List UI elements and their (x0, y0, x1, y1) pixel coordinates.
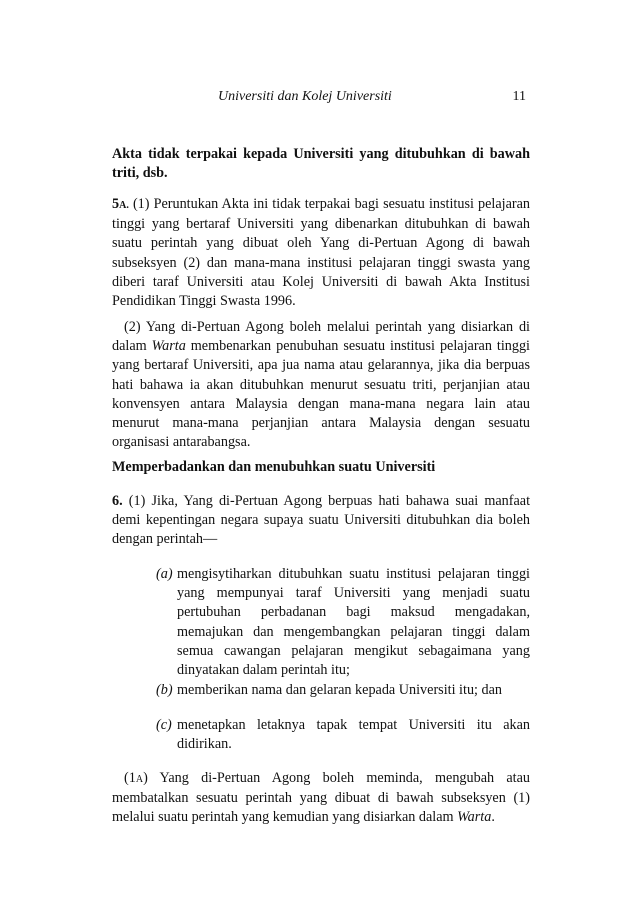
section-6-subsection-1 (112, 492, 530, 550)
section-5a-subsection-1-text: (1) Peruntukan Akta ini tidak terpakai bagi sesuatu institusi pelajaran tinggi yang bertaraf Universiti yang dibenarkan ditubuhkan di bawah suatu perintah yang dibuat oleh Yang di-Pertuan Agong di bawah subseksyen (2) dan mana-mana institusi pelajaran tinggi swasta yang diberi taraf Universiti atau Kolej Universiti di bawah Akta Institusi Pendidikan Tinggi Swasta 1996. (112, 196, 530, 310)
running-title: Universiti dan Kolej Universiti (218, 89, 392, 104)
paragraph-b-label: (b) (156, 682, 173, 698)
page-header (112, 89, 530, 109)
section-6-subsection-1a: (1A) Yang di-Pertuan Agong boleh meminda, mengubah atau membatalkan sesuatu perintah yang dibuat di bawah subseksyen (1) melalui suatu perintah yang kemudian yang disiarkan dalam Warta. (112, 770, 530, 826)
warta-reference: Warta (151, 338, 186, 355)
paragraph-a-text: mengisytiharkan ditubuhkan suatu institusi pelajaran tinggi yang mempunyai taraf Universiti yang menjadi suatu pertubuhan perbadanan bagi maksud mengadakan, memajukan dan mengembangkan pelajaran tinggi dalam semua cawangan pelajaran mengikut sebagaimana yang dinyatakan dalam perintah itu; (177, 566, 530, 679)
section-6-number: 6. (112, 493, 123, 509)
paragraph-a-label: (a) (156, 566, 173, 582)
paragraph-c-label: (c) (156, 717, 172, 733)
section-5a-subsection-2: (2) Yang di-Pertuan Agong boleh melalui perintah yang disiarkan di dalam Warta membenarkan penubuhan sesuatu institusi pelajaran tinggi yang bertaraf Universiti, apa jua nama atau gelarannya, jika dia berpuas hati bahawa ia akan ditubuhkan menurut sesuatu triti, perjanjian atau konvensyen antara Malaysia dengan mana-mana negara lain atau menurut mana-mana perjanjian antara Malaysia dengan sesuatu organisasi antarabangsa. (112, 319, 531, 451)
section-6-subsection-1-text: (1) Jika, Yang di-Pertuan Agong berpuas hati bahawa suai manfaat demi kepentingan negara supaya suatu Universiti ditubuhkan dia boleh dengan perintah— (112, 493, 531, 548)
section-6-heading: Memperbadankan dan menubuhkan suatu Universiti (112, 459, 436, 475)
section-5a-number: 5A. (112, 196, 129, 212)
section-5a-heading: Akta tidak terpakai kepada Universiti yang ditubuhkan di bawah triti, dsb. (112, 146, 530, 182)
section-5a-subsection-1 (112, 195, 530, 311)
paragraph-c-text: menetapkan letaknya tapak tempat Universiti itu akan didirikan. (177, 717, 530, 753)
page-number: 11 (512, 89, 526, 104)
paragraph-b (156, 681, 530, 700)
paragraph-a (156, 565, 530, 680)
paragraph-c (156, 716, 530, 754)
warta-reference-2: Warta (457, 809, 492, 826)
paragraph-b-text: memberikan nama dan gelaran kepada Universiti itu; dan (177, 682, 503, 698)
